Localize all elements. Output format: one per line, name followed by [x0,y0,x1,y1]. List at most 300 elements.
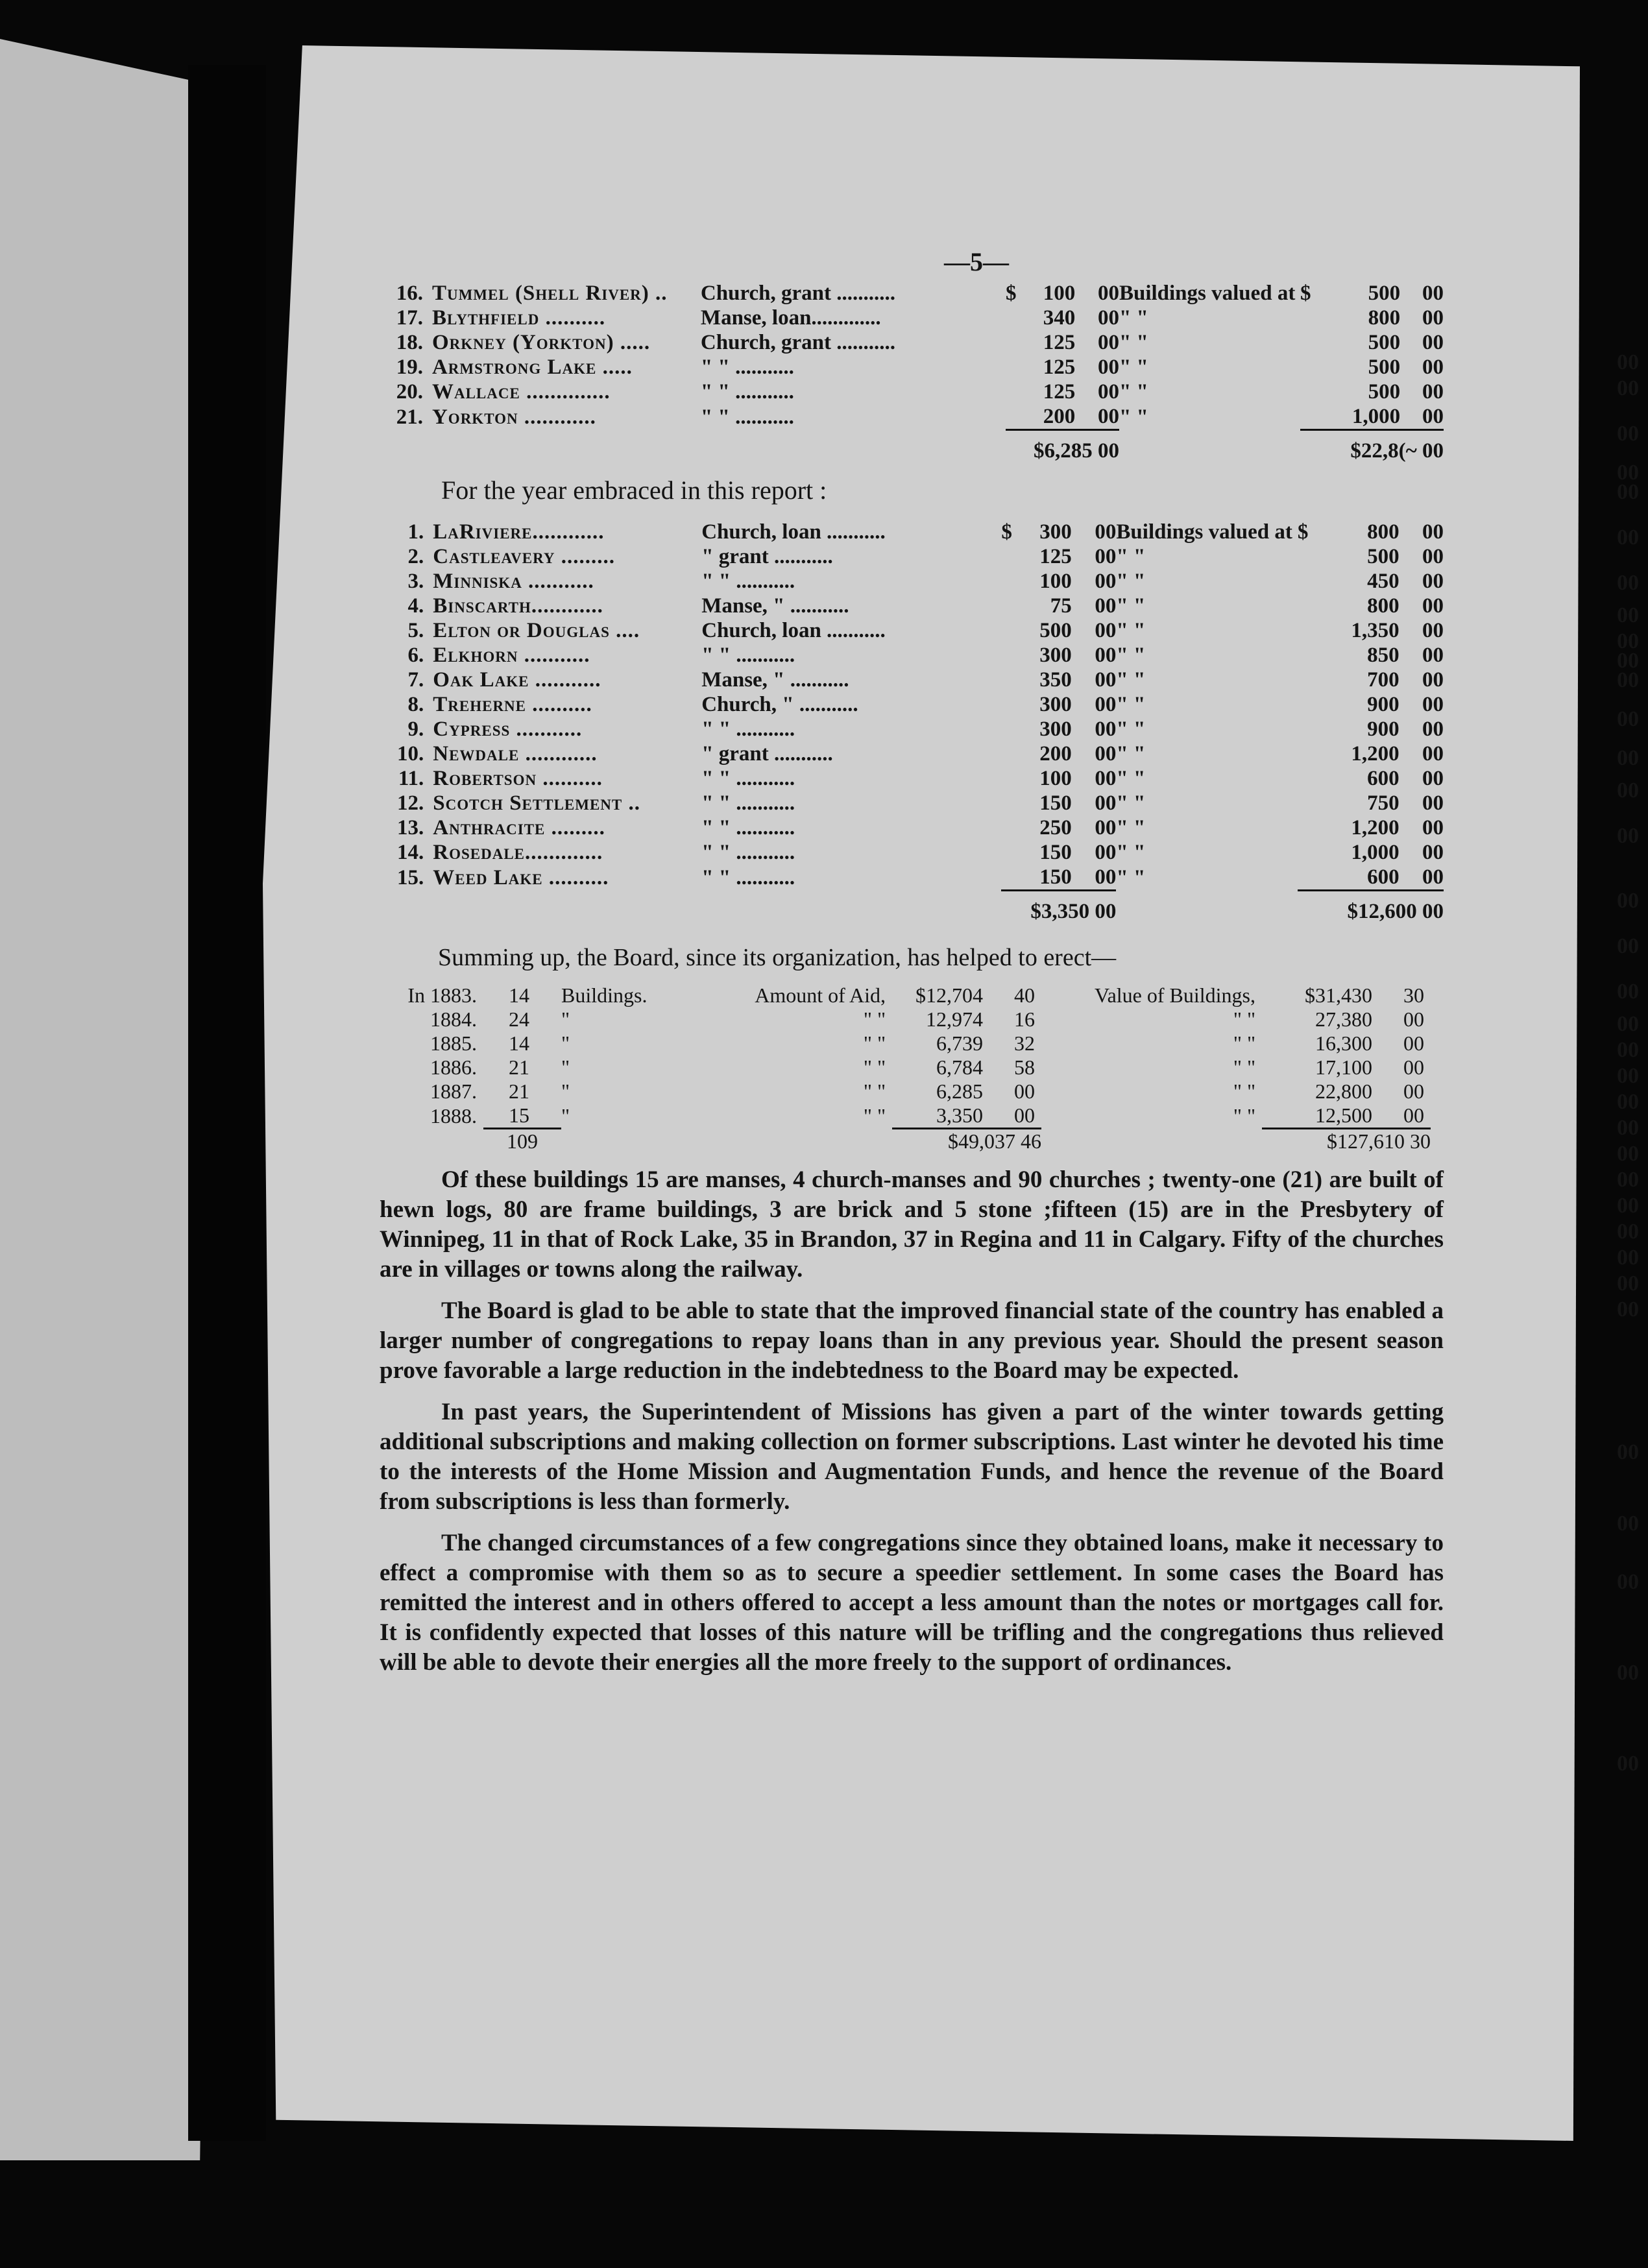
building-value: 1,350 [1351,619,1400,642]
value-dollar-sign [1300,306,1325,330]
value-dollar-sign [1298,742,1323,766]
table-row [380,766,1444,791]
buildings-valued-label: " " [1116,816,1146,839]
aid-amount: 125 [1043,380,1076,404]
congregation-name: Minniska ........... [433,570,594,593]
summary-year: 1888. [430,1104,477,1128]
aid-amount: 300 [1039,693,1072,716]
dollar-sign [1006,306,1031,330]
left-page-number-fragment: 00 [1617,1246,1639,1270]
building-value: 500 [1368,282,1401,305]
value-dollar-sign [1298,668,1323,692]
dollar-sign [1001,569,1026,594]
row-number: 12. [397,791,424,815]
buildings-valued-label: " " [1119,380,1148,404]
value-dollar-sign [1298,815,1323,840]
building-type: " " ........... [701,718,795,741]
spacer [886,668,1002,692]
value-label: Value of Buildings, [1095,983,1255,1007]
aid-cents: 00 [1095,693,1117,716]
spacer [886,594,1002,618]
congregation-name: Wallace .............. [431,380,611,404]
value-cents: 00 [1403,1080,1424,1103]
value-dollar-sign [1300,404,1325,430]
building-value: 850 [1367,644,1400,667]
value-cents: 00 [1403,1104,1424,1127]
left-page-number-fragment: 00 [1617,1570,1639,1594]
aid-amount: 300 [1039,644,1072,667]
aid-cents: 00 [1097,282,1119,305]
congregation-name: Tummel (Shell River) .. [431,282,668,305]
building-value: 450 [1367,570,1400,593]
buildings-valued-label: " " [1116,791,1146,815]
building-value: 500 [1368,331,1401,354]
left-page-number-fragment: 00 [1617,1012,1639,1036]
value-cents: 00 [1422,619,1444,642]
dollar-sign [1001,766,1026,791]
buildings-valued-label: " " [1116,594,1146,618]
paragraph: The changed circumstances of a few congregations since they obtained loans, make it necessary to effect a compromise with them so as to secure a speedier settlement. In some cases the Board has remitted the interest and in others offered to accept a less amount than the notes or mortgages call for. It is confidently expected that losses of this nature will be trifling and the congregations thus relieved will be able to devote their energies all the more freely to the support of ordinances. [380,1530,1444,1676]
row-number: 5. [407,619,424,642]
value-label: " " [1233,1031,1255,1055]
congregation-name: Newdale ............ [433,742,598,766]
aid-label: " " [863,1080,886,1103]
left-page-number-fragment: 00 [1617,461,1639,485]
value-label: " " [1233,1007,1255,1031]
left-page-number-fragment: 00 [1617,1752,1639,1776]
summary-year: In 1883. [407,983,477,1007]
left-page-fragment [0,39,217,2160]
buildings-valued-label: " " [1116,841,1146,864]
dollar-sign [1001,717,1026,742]
value-cents: 00 [1422,331,1444,354]
aid-amount: 100 [1039,767,1072,790]
aid-cents: 00 [1095,791,1117,815]
value-dollar-sign [1298,594,1323,618]
spacer [886,791,1002,815]
building-value: 17,100 [1315,1056,1372,1079]
row-number: 4. [407,594,424,618]
row-number: 2. [407,545,424,568]
left-page-number-fragment: 00 [1617,778,1639,802]
congregation-name: LaRiviere............ [433,520,605,544]
summary-table [380,983,1431,1153]
value-cents: 00 [1422,693,1444,716]
value-cents: 00 [1422,841,1444,864]
aid-amount: 200 [1043,405,1076,428]
row-number: 19. [396,356,423,379]
aid-amount: 340 [1043,306,1076,330]
congregation-name: Castleavery ......... [433,545,616,568]
aid-amount: 100 [1043,282,1076,305]
summary-year: 1887. [430,1080,477,1103]
paragraph: In past years, the Superintendent of Missions has given a part of the winter towards getting additional subscriptions and making collection on former subscriptions. Last winter he devoted his time to the interests of the Home Mission and Augmentation Funds, and hence the revenue of the Board from subscriptions is less than formerly. [380,1399,1444,1515]
table-row [380,742,1444,766]
building-value: 16,300 [1315,1031,1372,1055]
aid-cents: 00 [1097,380,1119,404]
table-row [380,594,1444,618]
left-page-number-fragment: 00 [1617,1220,1639,1244]
aid-cents: 00 [1095,594,1117,618]
building-value: 1,000 [1351,841,1400,864]
buildings-valued-label: " " [1119,331,1148,354]
buildings-label: " [561,1104,570,1128]
value-cents: 00 [1422,594,1444,618]
building-value: 500 [1368,356,1401,379]
aid-cents: 00 [1014,1104,1035,1127]
building-type: " grant ........... [701,742,833,766]
paragraph: Of these buildings 15 are manses, 4 church-manses and 90 churches ; twenty-one (21) are built of hewn logs, 80 are frame buildings, 3 are brick and 5 stone ;fifteen (15) are in the Presbytery of Winnipeg, 11 in that of Rock Lake, 35 in Brandon, 37 in Regina and 11 in Calgary. Fifty of the churches are in villages or towns along the railway. [380,1166,1444,1283]
value-dollar-sign [1298,766,1323,791]
value-cents: 00 [1422,816,1444,839]
summary-row [380,1031,1431,1056]
summary-year: 1885. [430,1031,477,1055]
dollar-sign [1001,668,1026,692]
aid-cents: 40 [1014,983,1035,1007]
left-page-number-fragment: 00 [1617,1142,1639,1166]
aid-label: " " [863,1007,886,1031]
congregation-name: Elkhorn ........... [433,644,590,667]
spacer [895,355,1006,380]
congregation-name: Blythfield .......... [431,306,606,330]
left-page-number-fragment: 00 [1617,889,1639,913]
spacer [886,742,1002,766]
row-number: 15. [397,865,424,889]
dollar-sign: $ [1006,282,1017,305]
building-type: " " ........... [700,380,794,404]
aid-amount: 300 [1039,718,1072,741]
value-dollar-sign [1298,618,1323,643]
aid-label: " " [863,1104,886,1128]
buildings-label: Buildings. [561,983,648,1007]
dollar-sign [1006,404,1031,430]
left-page-number-fragment: 00 [1617,1272,1639,1296]
summary-row [380,1104,1431,1129]
dollar-sign [1001,692,1026,717]
aid-amount: $12,704 [915,983,983,1007]
row-number: 11. [398,767,424,790]
row-number: 10. [397,742,424,766]
left-page-number-fragment: 00 [1617,1116,1639,1140]
building-value: $31,430 [1305,983,1372,1007]
dollar-sign [1001,544,1026,569]
aid-amount: 250 [1039,816,1072,839]
value-label: " " [1233,1056,1255,1079]
building-value: 1,200 [1351,816,1400,839]
buildings-valued-label: " " [1116,545,1146,568]
building-type: " " ........... [700,356,794,379]
left-page-number-fragment: 00 [1617,422,1639,446]
table-total-row [380,430,1444,464]
aid-amount: 125 [1043,356,1076,379]
row-number: 21. [396,405,423,429]
dollar-sign [1006,380,1031,404]
table-row [380,865,1444,891]
value-label: " " [1233,1104,1255,1128]
table-row [380,544,1444,569]
building-value: 600 [1367,767,1400,790]
table-row [380,520,1444,544]
paragraph: The Board is glad to be able to state that the improved financial state of the country has enabled a larger number of congregations to repay loans than in any previous year. Should the present season prove favorable a large reduction in the indebtedness to the Board may be expected. [380,1297,1444,1384]
table-row [380,618,1444,643]
buildings-label: " [561,1056,570,1079]
value-cents: 00 [1403,1007,1424,1031]
aid-cents: 00 [1095,668,1117,692]
spacer [895,330,1006,355]
left-page-number-fragment: 00 [1617,603,1639,627]
table-churches-current [380,520,1444,924]
left-page-number-fragment: 00 [1617,824,1639,848]
value-cents: 00 [1422,356,1444,379]
row-number: 3. [407,570,424,593]
summary-total-row [380,1129,1431,1154]
spacer [895,306,1006,330]
aid-cents: 00 [1095,545,1117,568]
building-value: 1,200 [1351,742,1400,766]
building-value: 700 [1367,668,1400,692]
aid-amount: 150 [1039,841,1072,864]
value-cents: 00 [1403,1056,1424,1079]
row-number: 18. [396,331,423,354]
total-amount: $3,350 00 [1001,891,1116,924]
value-dollar-sign [1300,380,1325,404]
congregation-name: Rosedale............. [433,841,603,864]
buildings-valued-label: " " [1119,356,1148,379]
dollar-sign [1001,643,1026,668]
value-cents: 00 [1422,570,1444,593]
dollar-sign [1001,742,1026,766]
building-count: 14 [509,1031,529,1055]
building-value: 500 [1367,545,1400,568]
aid-cents: 00 [1095,742,1117,766]
value-dollar-sign: $ [1300,282,1311,305]
buildings-valued-label: Buildings valued at [1116,520,1292,544]
buildings-valued-label: " " [1119,306,1148,330]
value-cents: 00 [1422,791,1444,815]
aid-cents: 58 [1014,1056,1035,1079]
dollar-sign [1001,618,1026,643]
aid-amount: 200 [1039,742,1072,766]
building-type: " " ........... [701,841,795,864]
aid-cents: 00 [1097,356,1119,379]
total-amount: $6,285 00 [1006,430,1119,464]
spacer [895,380,1006,404]
spacer [886,618,1002,643]
value-cents: 00 [1422,405,1444,428]
aid-cents: 00 [1095,767,1117,790]
aid-cents: 00 [1095,520,1117,544]
left-page-number-fragment: 00 [1617,1064,1639,1088]
summary-row [380,983,1431,1007]
aid-amount: 100 [1039,570,1072,593]
page-number: —5— [944,247,1009,276]
value-dollar-sign [1300,355,1325,380]
row-number: 14. [397,841,424,864]
total-value: $12,600 00 [1298,891,1444,924]
value-cents: 00 [1422,865,1444,889]
row-number: 16. [396,282,423,305]
building-count: 21 [509,1056,529,1079]
row-number: 13. [397,816,424,839]
table-row [380,692,1444,717]
building-type: " " ........... [700,405,794,429]
building-value: 800 [1367,520,1400,544]
dollar-sign [1001,791,1026,815]
value-dollar-sign [1298,569,1323,594]
building-value: 900 [1367,693,1400,716]
spacer [886,815,1002,840]
building-type: " grant ........... [701,545,833,568]
building-type: " " ........... [701,570,795,593]
building-value: 800 [1367,594,1400,618]
buildings-label: " [561,1031,570,1055]
row-number: 8. [407,693,424,716]
table-row [380,380,1444,404]
building-type: " " ........... [701,816,795,839]
building-count: 14 [509,983,529,1007]
spacer [886,544,1002,569]
aid-amount: 12,974 [926,1007,983,1031]
table-row [380,569,1444,594]
buildings-valued-label: " " [1116,865,1146,889]
value-dollar-sign [1298,544,1323,569]
value-cents: 00 [1422,718,1444,741]
value-dollar-sign [1298,692,1323,717]
dollar-sign [1001,594,1026,618]
building-type: Manse, " ........... [701,668,849,692]
building-count: 15 [509,1104,529,1127]
left-page-number-fragment: 00 [1617,480,1639,504]
value-dollar-sign [1300,330,1325,355]
building-type: " " ........... [701,791,795,815]
left-page-number-fragment: 00 [1617,525,1639,549]
left-page-number-fragment: 00 [1617,350,1639,374]
congregation-name: Treherne .......... [433,693,592,716]
spacer [895,281,1006,306]
value-dollar-sign: $ [1297,520,1309,544]
congregation-name: Weed Lake .......... [433,865,609,889]
building-value: 22,800 [1315,1080,1372,1103]
aid-amount: 6,285 [936,1080,983,1103]
left-page-number-fragment: 00 [1617,707,1639,731]
value-cents: 00 [1403,1031,1424,1055]
total-count: 109 [483,1129,561,1154]
dollar-sign [1001,815,1026,840]
spacer [886,766,1002,791]
summary-year: 1884. [430,1007,477,1031]
summary-row [380,1056,1431,1080]
buildings-label: " [561,1080,570,1103]
aid-cents: 32 [1014,1031,1035,1055]
building-value: 800 [1368,306,1401,330]
value-cents: 30 [1403,983,1424,1007]
book-spine [188,65,266,2141]
row-number: 9. [407,718,424,741]
left-page-number-fragment: 00 [1617,1440,1639,1464]
value-dollar-sign [1298,643,1323,668]
building-type: " " ........... [701,644,795,667]
dollar-sign [1006,330,1031,355]
value-dollar-sign [1298,865,1323,891]
value-cents: 00 [1422,282,1444,305]
summary-year: 1886. [430,1056,477,1079]
building-type: Church, loan ........... [701,619,886,642]
row-number: 7. [407,668,424,692]
value-cents: 00 [1422,306,1444,330]
left-page-number-fragment: 00 [1617,1297,1639,1321]
row-number: 6. [407,644,424,667]
building-count: 21 [509,1080,529,1103]
left-page-number-fragment: 00 [1617,934,1639,958]
total-aid: $49,037 46 [892,1129,1041,1154]
aid-amount: 150 [1039,865,1072,889]
value-cents: 00 [1422,668,1444,692]
building-type: " " ........... [701,865,795,889]
value-cents: 00 [1422,644,1444,667]
building-type: Church, " ........... [701,693,858,716]
aid-cents: 00 [1097,331,1119,354]
buildings-valued-label: " " [1119,405,1148,429]
congregation-name: Scotch Settlement .. [433,791,641,815]
aid-cents: 00 [1095,841,1117,864]
value-cents: 00 [1422,545,1444,568]
aid-cents: 00 [1095,816,1117,839]
aid-cents: 00 [1095,718,1117,741]
value-label: " " [1233,1080,1255,1103]
building-type: " " ........... [701,767,795,790]
congregation-name: Anthracite ......... [433,816,605,839]
building-count: 24 [509,1007,529,1031]
aid-amount: 75 [1050,594,1072,618]
section-lead: For the year embraced in this report : [441,476,827,505]
aid-amount: 350 [1039,668,1072,692]
aid-cents: 00 [1095,570,1117,593]
congregation-name: Orkney (Yorkton) ..... [431,331,651,354]
table-churches-previous [380,281,1444,463]
left-page-number-fragment: 00 [1617,1038,1639,1062]
aid-cents: 00 [1097,306,1119,330]
value-dollar-sign [1298,840,1323,865]
total-value: $22,8(~ 00 [1300,430,1444,464]
left-page-number-fragment: 00 [1617,980,1639,1004]
value-dollar-sign [1298,791,1323,815]
building-type: Manse, " ........... [701,594,849,618]
buildings-valued-label: " " [1116,644,1146,667]
left-page-number-fragment: 00 [1617,746,1639,770]
building-value: 500 [1368,380,1401,404]
row-number: 20. [396,380,423,404]
dollar-sign: $ [1001,520,1012,544]
aid-label: " " [863,1056,886,1079]
congregation-name: Oak Lake ........... [433,668,601,692]
buildings-valued-label: " " [1116,693,1146,716]
left-page-number-fragment: 00 [1617,629,1639,653]
table-row [380,815,1444,840]
left-page-number-fragment: 00 [1617,649,1639,673]
aid-cents: 00 [1095,865,1117,889]
building-value: 1,000 [1351,405,1401,428]
value-cents: 00 [1422,742,1444,766]
left-page-number-fragment: 00 [1617,668,1639,692]
building-value: 600 [1367,865,1400,889]
aid-cents: 00 [1095,644,1117,667]
aid-cents: 00 [1095,619,1117,642]
buildings-valued-label: " " [1116,619,1146,642]
building-value: 27,380 [1315,1007,1372,1031]
dollar-sign [1006,355,1031,380]
buildings-label: " [561,1007,570,1031]
left-page-number-fragment: 00 [1617,1090,1639,1114]
